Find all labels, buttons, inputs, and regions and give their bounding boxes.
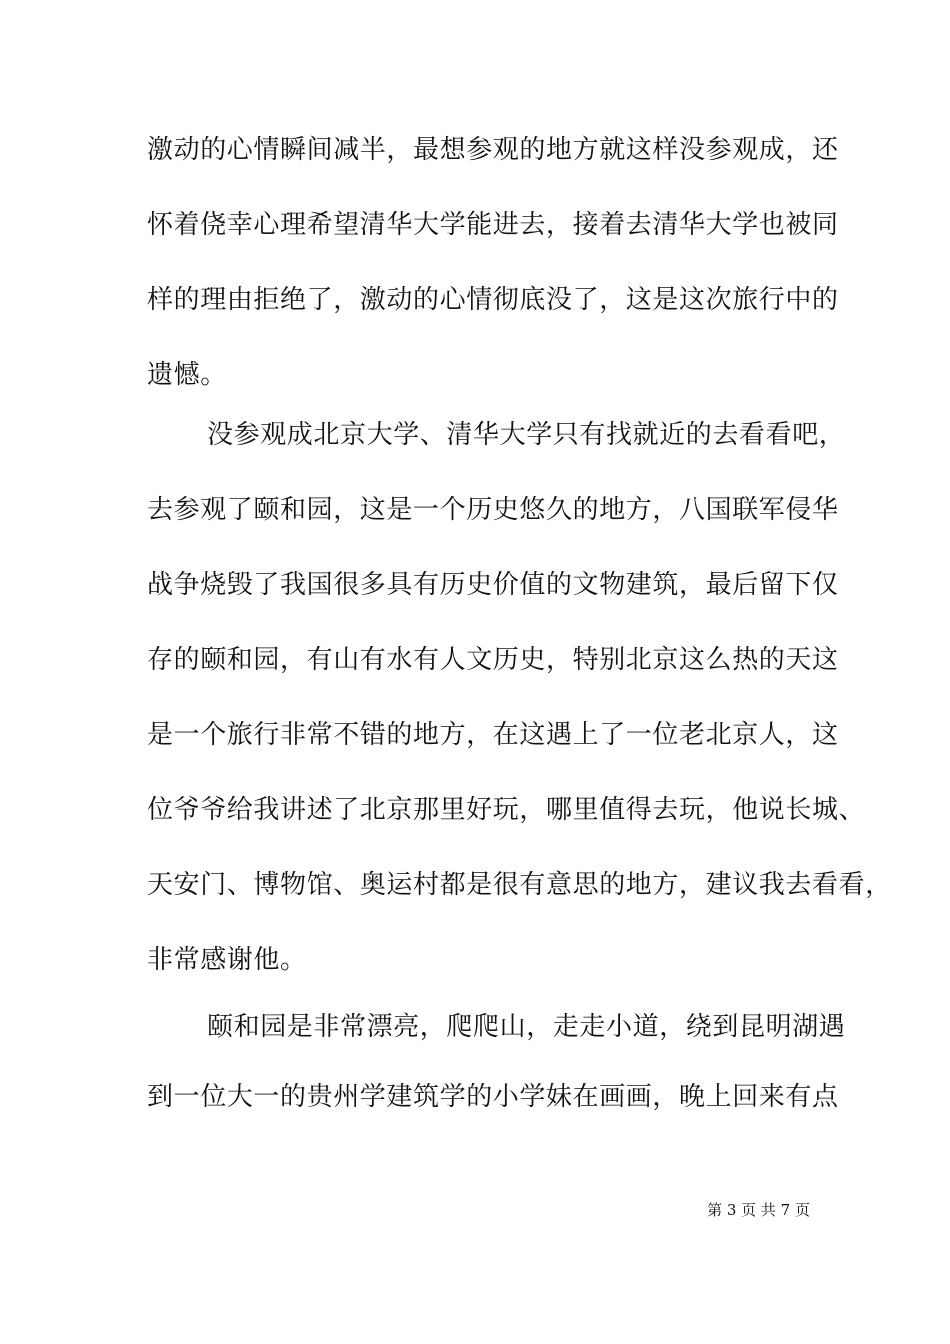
page-number: 第 3 页 共 7 页 — [707, 1201, 810, 1219]
text-line: 怀着侥幸心理希望清华大学能进去，接着去清华大学也被同 — [147, 210, 839, 240]
text-line: 遗憾。 — [147, 360, 227, 390]
text-line: 到一位大一的贵州学建筑学的小学妹在画画，晚上回来有点 — [147, 1082, 839, 1112]
text-line: 去参观了颐和园，这是一个历史悠久的地方，八国联军侵华 — [147, 495, 839, 525]
text-line: 非常感谢他。 — [147, 945, 307, 975]
text-line: 样的理由拒绝了，激动的心情彻底没了，这是这次旅行中的 — [147, 285, 839, 315]
text-line: 是一个旅行非常不错的地方，在这遇上了一位老北京人，这 — [147, 720, 839, 750]
text-line: 存的颐和园，有山有水有人文历史，特别北京这么热的天这 — [147, 645, 839, 675]
paragraph-start-line: 没参观成北京大学、清华大学只有找就近的去看看吧， — [207, 420, 846, 450]
text-line: 天安门、博物馆、奥运村都是很有意思的地方，建议我去看看， — [147, 870, 892, 900]
text-line: 位爷爷给我讲述了北京那里好玩，哪里值得去玩，他说长城、 — [147, 795, 866, 825]
paragraph-start-line: 颐和园是非常漂亮，爬爬山，走走小道，绕到昆明湖遇 — [207, 1012, 846, 1042]
text-line: 战争烧毁了我国很多具有历史价值的文物建筑，最后留下仅 — [147, 570, 839, 600]
text-line: 激动的心情瞬间减半，最想参观的地方就这样没参观成，还 — [147, 135, 839, 165]
